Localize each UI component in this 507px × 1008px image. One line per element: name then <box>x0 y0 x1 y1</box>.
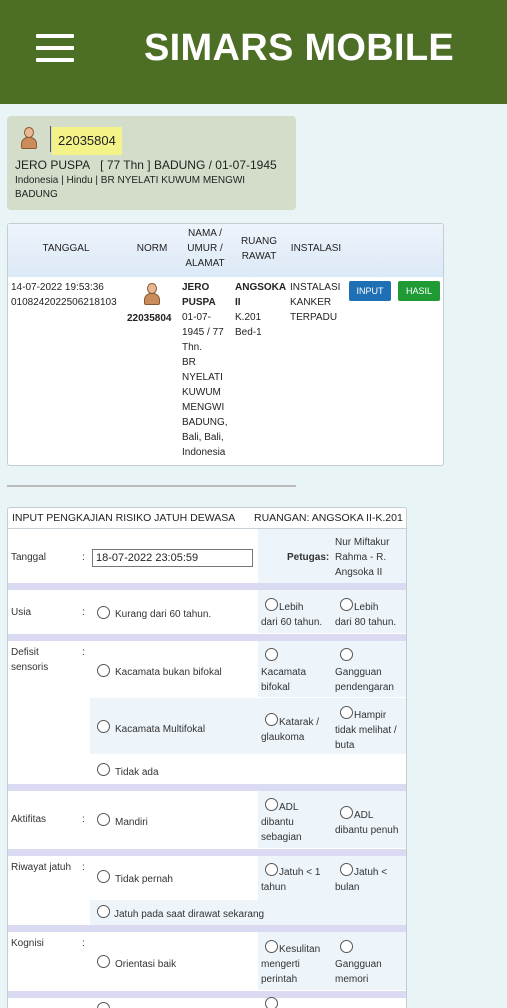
divider <box>50 126 51 152</box>
kognisi-opt1-radio[interactable] <box>97 955 110 968</box>
col-ruang-1: RUANG <box>240 236 278 247</box>
nama-cell-line: PUSPA <box>182 297 216 308</box>
defisit-opt2-radio[interactable] <box>265 648 278 661</box>
kognisi-opt2-label <box>261 942 320 987</box>
section-band <box>8 991 407 998</box>
nama-cell-line: JERO <box>182 282 210 293</box>
input-button[interactable]: INPUT <box>349 281 391 301</box>
section-band <box>8 583 407 590</box>
defisit-opt3-line: Gangguan <box>335 667 382 678</box>
nama-cell-line: BR <box>182 357 196 368</box>
nama-cell-line: MENGWI <box>182 402 225 413</box>
section-band <box>8 925 407 932</box>
hasil-button[interactable]: HASIL <box>398 281 440 301</box>
nama-cell-line: 1945 / 77 <box>182 327 224 338</box>
form-title: INPUT PENGKAJIAN RISIKO JATUH DEWASA <box>12 512 236 524</box>
usia-opt2-label <box>261 600 322 630</box>
riwayat-opt3-label <box>335 865 387 895</box>
row-tanggal: 14-07-2022 19:53:36 <box>11 282 104 293</box>
riwayat-opt3-line: Jatuh < <box>354 867 388 878</box>
riwayat-opt1-radio[interactable] <box>97 870 110 883</box>
usia-label: Usia <box>11 607 32 618</box>
ruang-cell-line: II <box>235 297 241 308</box>
col-nama-3: ALAMAT <box>185 258 225 269</box>
col-tanggal: TANGGAL <box>42 243 90 254</box>
row-reg-no: 0108242022506218103 <box>11 297 117 308</box>
defisit-opt6-line: tidak melihat / <box>335 725 397 736</box>
usia-opt2-line: Lebih <box>279 602 304 613</box>
defisit-opt5-line: Katarak / <box>279 717 320 728</box>
aktifitas-opt2-label <box>261 800 302 845</box>
col-nama-2: UMUR / <box>187 243 223 254</box>
aktifitas-opt1-radio[interactable] <box>97 813 110 826</box>
aktifitas-opt2-line: dibantu <box>261 817 294 828</box>
instalasi-cell-line: INSTALASI <box>290 282 341 293</box>
kognisi-opt2-line: Kesulitan <box>279 944 321 955</box>
colon: : <box>82 647 85 658</box>
row-instalasi <box>290 280 346 325</box>
riwayat-opt1-label: Tidak pernah <box>115 874 173 885</box>
defisit-opt3-line: pendengaran <box>335 682 394 693</box>
defisit-opt4-label: Kacamata Multifokal <box>115 724 206 735</box>
defisit-opt6-line: Hampir <box>354 710 387 721</box>
usia-opt1-radio[interactable] <box>97 606 110 619</box>
patient-detail: Indonesia | Hindu | BR NYELATI KUWUM MENGWI BADUNG <box>15 175 246 200</box>
aktifitas-opt3-line: dibantu penuh <box>335 825 399 836</box>
aktifitas-opt2-line: sebagian <box>261 832 302 843</box>
row-nama <box>182 280 234 460</box>
next-row-radio[interactable] <box>97 1002 110 1008</box>
section-band <box>8 784 407 791</box>
riwayat-opt2-line: Jatuh < 1 <box>279 867 321 878</box>
col-norm: NORM <box>136 243 168 254</box>
colon: : <box>82 607 85 618</box>
colon: : <box>82 938 85 949</box>
defisit-opt2-line: Kacamata <box>261 667 307 678</box>
section-divider <box>7 485 296 487</box>
defisit-opt6-line: buta <box>335 740 355 751</box>
kognisi-opt3-line: memori <box>335 974 369 985</box>
admission-table <box>7 223 444 466</box>
defisit-opt7-label: Tidak ada <box>115 767 159 778</box>
patient-summary: [ 77 Thn ] BADUNG / 01-07-1945 <box>100 158 277 172</box>
row-avatar-icon <box>143 282 161 306</box>
defisit-opt1-radio[interactable] <box>97 664 110 677</box>
defisit-label-1: Defisit <box>11 647 39 658</box>
nama-cell-line: NYELATI <box>182 372 223 383</box>
aktifitas-opt1-label: Mandiri <box>115 817 148 828</box>
usia-opt1-label: Kurang dari 60 tahun. <box>115 609 212 620</box>
tanggal-input[interactable]: 18-07-2022 23:05:59 <box>92 549 253 567</box>
petugas-cell-line: Angsoka II <box>335 567 383 578</box>
defisit-opt2-line: bifokal <box>261 682 290 693</box>
colon: : <box>82 862 85 873</box>
petugas-label: Petugas: <box>287 552 330 563</box>
kognisi-opt3-line: Gangguan <box>335 959 382 970</box>
nama-cell-line: Indonesia <box>182 447 226 458</box>
nama-cell-line: Bali, Bali, <box>182 432 224 443</box>
patient-name: JERO PUSPA <box>15 158 91 172</box>
riwayat-opt2-label <box>261 865 320 895</box>
aktifitas-opt2-line: ADL <box>279 802 299 813</box>
row-ruang <box>235 280 287 340</box>
kognisi-opt3-line <box>335 942 382 957</box>
instalasi-cell-line: TERPADU <box>290 312 338 323</box>
ruang-cell-line: K.201 <box>235 312 262 323</box>
nama-cell-line: KUWUM <box>182 387 221 398</box>
riwayat-label: Riwayat jatuh <box>11 862 72 873</box>
section-band <box>8 849 407 856</box>
defisit-opt3-label <box>335 650 394 695</box>
patient-norm-badge: 22035804 <box>52 127 122 155</box>
colon: : <box>82 814 85 825</box>
kognisi-opt1-label: Orientasi baik <box>115 959 177 970</box>
defisit-opt6-label <box>335 708 397 753</box>
patient-avatar-icon <box>20 126 38 150</box>
app-header <box>0 0 507 104</box>
ruang-cell-line: ANGSOKA <box>235 282 287 293</box>
kognisi-opt3-label <box>335 942 382 987</box>
defisit-opt2-label <box>261 665 306 695</box>
kognisi-opt2-line: perintah <box>261 974 298 985</box>
defisit-opt1-label: Kacamata bukan bifokal <box>115 667 222 678</box>
nama-cell-line: BADUNG, <box>182 417 228 428</box>
petugas-value <box>335 535 389 580</box>
defisit-opt5-label <box>261 715 319 745</box>
usia-opt3-line: dari 80 tahun. <box>335 617 397 628</box>
nama-cell-line: 01-07- <box>182 312 211 323</box>
usia-opt2-line: dari 60 tahun. <box>261 617 323 628</box>
col-nama-1: NAMA / <box>188 228 222 239</box>
kognisi-opt2-line: mengerti <box>261 959 300 970</box>
petugas-cell-line: Nur Miftakur <box>335 537 390 548</box>
usia-opt3-label <box>335 600 396 630</box>
kognisi-label: Kognisi <box>11 938 44 949</box>
petugas-cell-line: Rahma - R. <box>335 552 387 563</box>
aktifitas-opt3-label <box>335 808 398 838</box>
ruang-cell-line: Bed-1 <box>235 327 262 338</box>
instalasi-cell-line: KANKER <box>290 297 332 308</box>
riwayat-opt4-label: Jatuh pada saat dirawat sekarang <box>114 909 265 920</box>
section-band <box>8 634 407 641</box>
defisit-opt3-line <box>335 650 394 665</box>
defisit-opt4-radio[interactable] <box>97 720 110 733</box>
tanggal-label: Tanggal <box>11 552 47 563</box>
colon: : <box>82 552 85 563</box>
form-ruangan: RUANGAN: ANGSOKA II-K.201 <box>254 512 403 524</box>
nama-cell-line: Thn. <box>182 342 203 353</box>
riwayat-opt4-radio[interactable] <box>97 905 110 918</box>
patient-name-line <box>15 158 277 172</box>
riwayat-opt2-line: tahun <box>261 882 287 893</box>
aktifitas-label: Aktifitas <box>11 814 47 825</box>
defisit-label-2: sensoris <box>11 662 49 673</box>
row-norm: 22035804 <box>127 313 172 324</box>
app-title: SIMARS MOBILE <box>144 27 455 69</box>
col-ruang-2: RAWAT <box>241 251 277 262</box>
col-instalasi: INSTALASI <box>290 243 342 254</box>
fall-risk-form <box>7 507 407 1008</box>
riwayat-opt3-line: bulan <box>335 882 360 893</box>
defisit-opt7-radio[interactable] <box>97 763 110 776</box>
aktifitas-opt3-line: ADL <box>354 810 374 821</box>
menu-icon[interactable] <box>36 34 76 62</box>
next-row-radio[interactable] <box>265 997 278 1008</box>
defisit-opt5-line: glaukoma <box>261 732 305 743</box>
usia-opt3-line: Lebih <box>354 602 379 613</box>
